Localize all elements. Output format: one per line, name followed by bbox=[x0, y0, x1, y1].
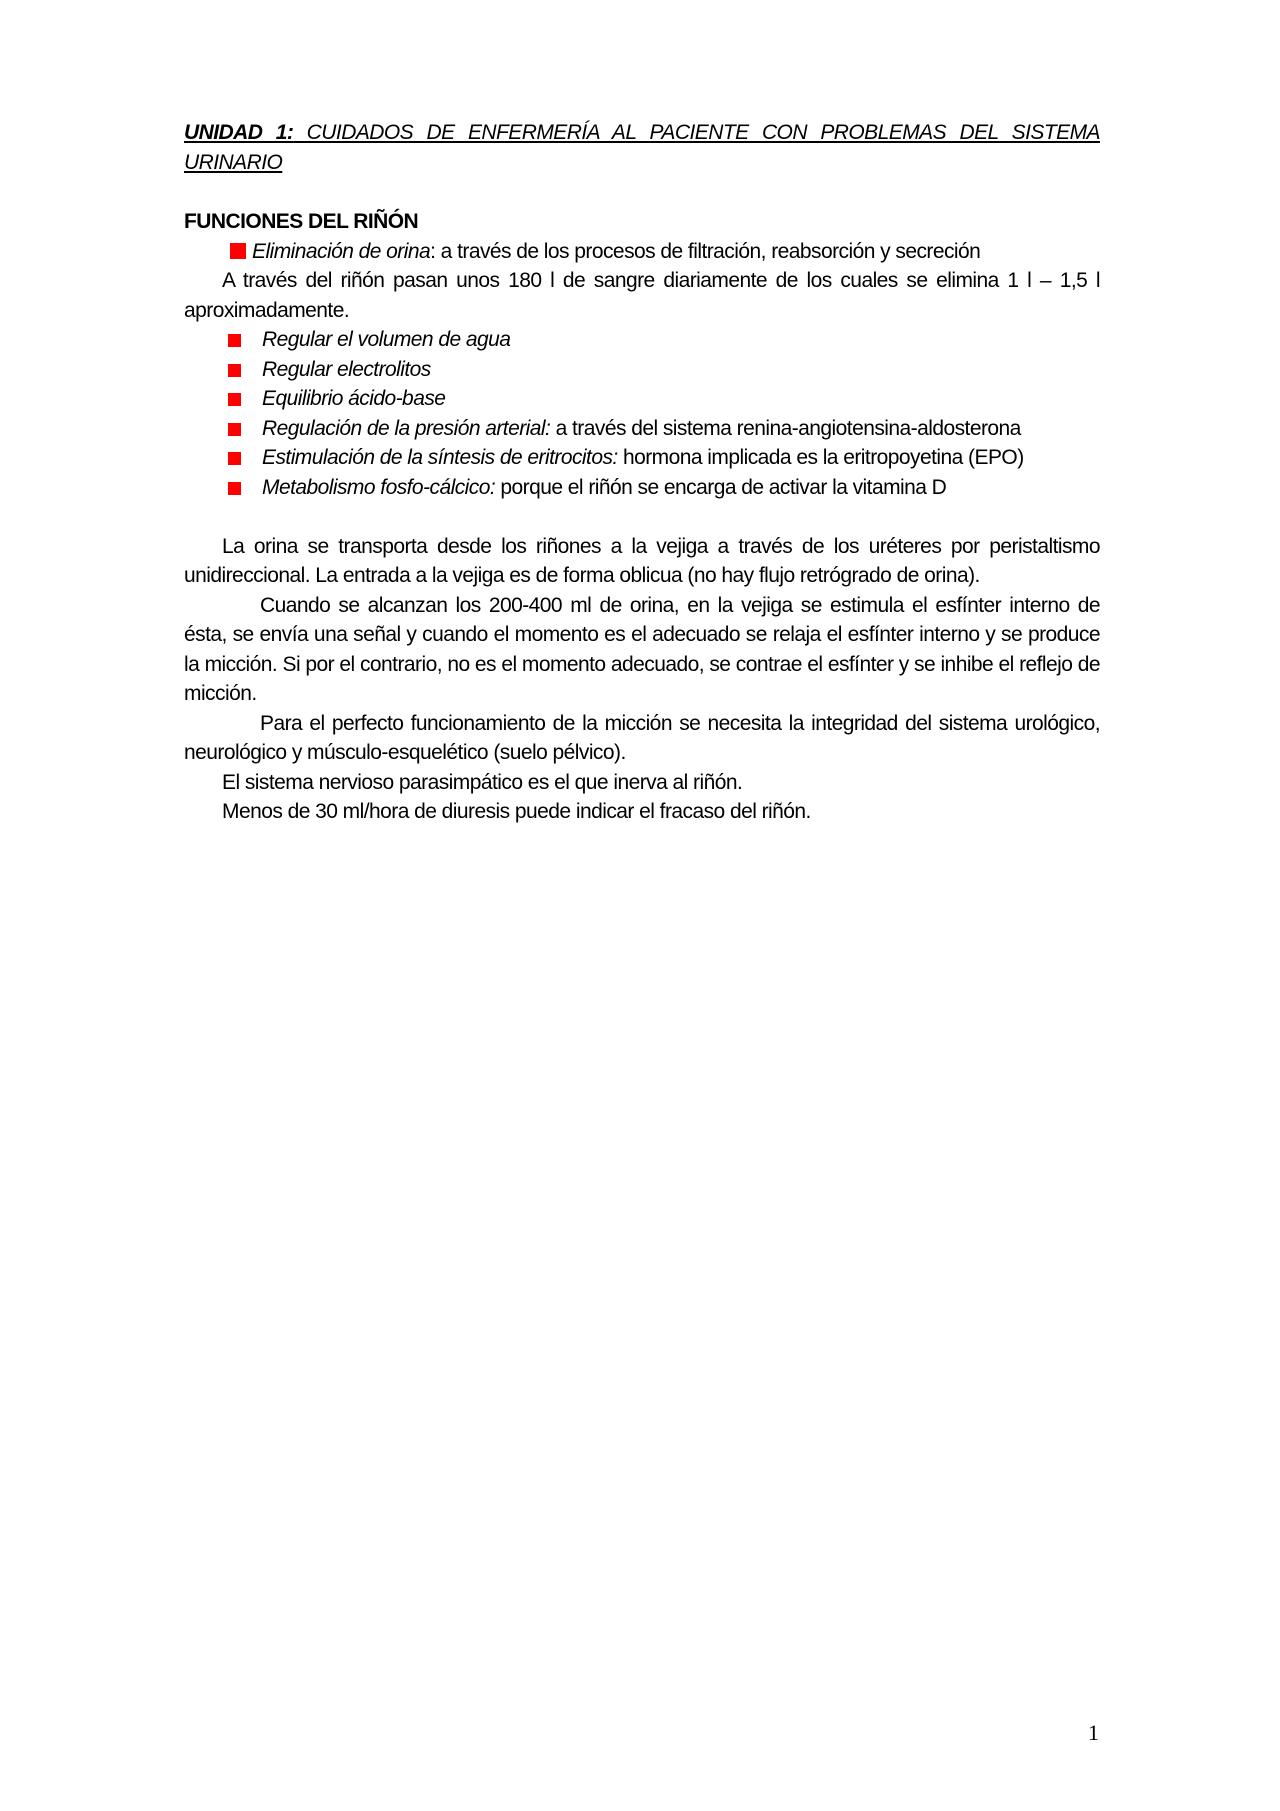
list-item-desc: porque el riñón se encarga de activar la vitamina D bbox=[495, 475, 947, 499]
section-heading: FUNCIONES DEL RIÑÓN bbox=[184, 210, 419, 233]
paragraph-parasimpatico: El sistema nervioso parasimpático es el que inerva al riñón. bbox=[222, 770, 743, 794]
list-item-term: Eliminación de orina bbox=[252, 239, 431, 263]
paragraph-miccion: Cuando se alcanzan los 200-400 ml de orina, en la vejiga se estimula el esfínter interno de ésta, se envía una señal y cuando el momento es el adecuado se relaja el esfínter interno y se produce la micción. Si por el contrario, no es el momento adecuado, se contrae el esfínter y se inhibe el reflejo de micción. bbox=[184, 593, 1100, 705]
list-item-term: Regulación de la presión arterial: bbox=[262, 416, 551, 440]
list-item-term: Equilibrio ácido-base bbox=[262, 387, 446, 410]
paragraph-spacer bbox=[184, 502, 1100, 532]
document-page bbox=[184, 118, 1100, 827]
list-item bbox=[184, 384, 1100, 414]
page-number: 1 bbox=[1088, 1720, 1099, 1745]
paragraph-diuresis: Menos de 30 ml/hora de diuresis puede indicar el fracaso del riñón. bbox=[222, 800, 811, 823]
list-item-desc: hormona implicada es la eritropoyetina (EPO) bbox=[617, 446, 1024, 469]
red-square-bullet-icon bbox=[228, 364, 241, 377]
paragraph-transport: La orina se transporta desde los riñones a la vejiga a través de los uréteres por peristaltismo unidireccional. La entrada a la vejiga es de forma oblicua (no hay flujo retrógrado de orina). bbox=[184, 534, 1100, 587]
list-item bbox=[184, 443, 1100, 473]
red-square-bullet-icon bbox=[228, 482, 241, 495]
list-item-eliminacion bbox=[184, 237, 1100, 267]
red-square-bullet-icon bbox=[230, 243, 246, 259]
list-item bbox=[184, 325, 1100, 355]
list-item-term: Regular el volumen de agua bbox=[262, 328, 511, 351]
paragraph-filtration: A través del riñón pasan unos 180 l de sangre diariamente de los cuales se elimina 1 l – 1,5 l aproximadamente. bbox=[184, 269, 1100, 322]
list-item bbox=[184, 473, 1100, 503]
list-item-desc: a través del sistema renina-angiotensina-aldosterona bbox=[550, 416, 1021, 440]
list-item bbox=[184, 355, 1100, 385]
red-square-bullet-icon bbox=[228, 452, 241, 465]
red-square-bullet-icon bbox=[228, 393, 241, 406]
list-item bbox=[184, 414, 1100, 444]
title-unit: UNIDAD 1: bbox=[184, 121, 294, 144]
list-item-desc: : a través de los procesos de filtración, reabsorción y secreción bbox=[430, 239, 981, 263]
list-item-term: Metabolismo fosfo-cálcico: bbox=[262, 475, 496, 499]
document-title bbox=[184, 118, 1100, 177]
red-square-bullet-icon bbox=[228, 423, 241, 436]
list-item-term: Estimulación de la síntesis de eritrocitos: bbox=[262, 446, 618, 469]
title-text: CUIDADOS DE ENFERMERÍA AL PACIENTE CON PROBLEMAS DEL SISTEMA URINARIO bbox=[184, 121, 1100, 174]
paragraph-integridad: Para el perfecto funcionamiento de la micción se necesita la integridad del sistema urológico, neurológico y músculo-esquelético (suelo pélvico). bbox=[184, 711, 1100, 764]
red-square-bullet-icon bbox=[228, 334, 241, 347]
list-item-term: Regular electrolitos bbox=[262, 357, 431, 381]
